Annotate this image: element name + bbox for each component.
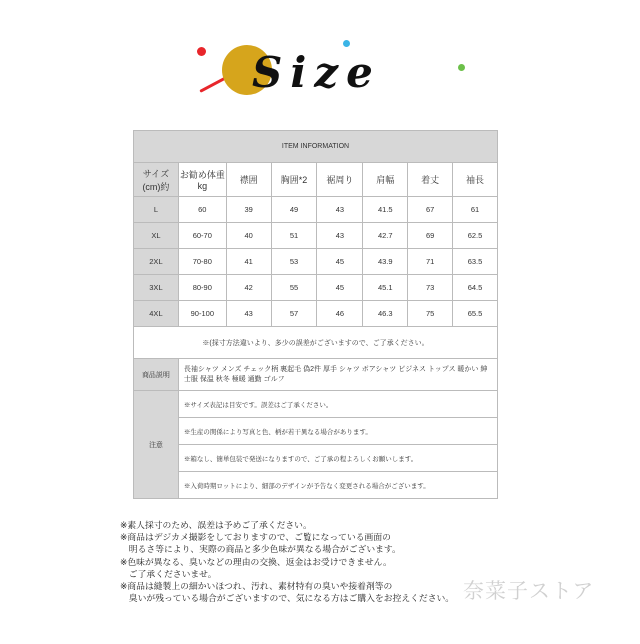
- bottom-notes: [120, 520, 460, 605]
- green-dot-icon: [458, 64, 465, 71]
- column-header: 襟囲: [226, 163, 271, 197]
- caution-item: ※生産の関係により写真と色、柄が若干異なる場合があります。: [178, 418, 497, 445]
- table-cell: 70-80: [178, 249, 226, 275]
- table-cell: 39: [226, 197, 271, 223]
- table-cell: 43: [317, 223, 363, 249]
- table-cell: 46: [317, 301, 363, 327]
- table-row: [134, 301, 498, 327]
- column-header: 胸囲*2: [271, 163, 317, 197]
- table-cell: 60: [178, 197, 226, 223]
- table-cell: 64.5: [453, 275, 498, 301]
- table-cell: 65.5: [453, 301, 498, 327]
- table-cell: 55: [271, 275, 317, 301]
- table-cell: 63.5: [453, 249, 498, 275]
- column-header: 着丈: [408, 163, 453, 197]
- table-cell: 62.5: [453, 223, 498, 249]
- red-dot-icon: [197, 47, 206, 56]
- note-line: ※色味が異なる、臭いなどの理由の交換、返金はお受けできません。: [120, 557, 392, 568]
- size-label: 2XL: [134, 249, 179, 275]
- caution-item: ※入荷時期ロットにより、細部のデザインが予告なく変更される場合がございます。: [178, 472, 497, 499]
- table-row: [134, 275, 498, 301]
- note-line: 明るさ等により、実際の商品と多少色味が異なる場合がございます。: [120, 545, 401, 556]
- column-header: 肩幅: [363, 163, 408, 197]
- table-cell: 41: [226, 249, 271, 275]
- size-label: 4XL: [134, 301, 179, 327]
- table-cell: 43: [317, 197, 363, 223]
- table-cell: 40: [226, 223, 271, 249]
- table-cell: 45: [317, 249, 363, 275]
- table-cell: 80-90: [178, 275, 226, 301]
- table-cell: 42.7: [363, 223, 408, 249]
- table-cell: 42: [226, 275, 271, 301]
- table-cell: 46.3: [363, 301, 408, 327]
- table-cell: 57: [271, 301, 317, 327]
- measurement-note: ※(採寸方法違いより、多少の誤差がございますので、ご了承ください。: [134, 327, 498, 359]
- table-section-title: ITEM INFORMATION: [134, 131, 498, 163]
- table-cell: 75: [408, 301, 453, 327]
- column-header: お勧め体重kg: [178, 163, 226, 197]
- table-cell: 90-100: [178, 301, 226, 327]
- table-cell: 45: [317, 275, 363, 301]
- table-cell: 60-70: [178, 223, 226, 249]
- table-cell: 45.1: [363, 275, 408, 301]
- note-line: ご了承くださいませ。: [120, 569, 217, 580]
- caution-item: ※箱なし、簡単包装で発送になりますので、ご了承の程よろしくお願いします。: [178, 445, 497, 472]
- table-cell: 43: [226, 301, 271, 327]
- table-cell: 43.9: [363, 249, 408, 275]
- note-line: ※素人採寸のため、誤差は予めご了承ください。: [120, 521, 312, 531]
- table-cell: 49: [271, 197, 317, 223]
- column-header: 裾周り: [317, 163, 363, 197]
- table-row: [134, 223, 498, 249]
- table-cell: 69: [408, 223, 453, 249]
- table-row: [134, 249, 498, 275]
- note-line: 臭いが残っている場合がございますので、気になる方はご購入をお控えください。: [120, 594, 455, 605]
- note-line: ※商品は縫製上の細かいほつれ、汚れ、素材特有の臭いや接着剤等の: [120, 582, 393, 593]
- caution-item: ※サイズ表記は目安です。誤差はご了承ください。: [178, 391, 497, 418]
- description-label: 商品説明: [134, 359, 179, 391]
- table-cell: 61: [453, 197, 498, 223]
- size-label: XL: [134, 223, 179, 249]
- blue-dot-icon: [343, 40, 350, 47]
- note-line: ※商品はデジカメ撮影をしておりますので、ご覧になっている画面の: [120, 533, 391, 544]
- column-header: 袖長: [453, 163, 498, 197]
- table-cell: 53: [271, 249, 317, 275]
- table-cell: 51: [271, 223, 317, 249]
- caution-label: 注意: [134, 391, 179, 499]
- column-header-row: [134, 163, 498, 197]
- table-cell: 71: [408, 249, 453, 275]
- table-row: [134, 197, 498, 223]
- table-cell: 41.5: [363, 197, 408, 223]
- size-table: [133, 130, 498, 499]
- size-label: 3XL: [134, 275, 179, 301]
- table-cell: 73: [408, 275, 453, 301]
- column-header: サイズ(cm)約: [134, 163, 179, 197]
- table-cell: 67: [408, 197, 453, 223]
- size-label: L: [134, 197, 179, 223]
- product-description: 長袖シャツ メンズ チェック柄 裏起毛 偽2件 厚手 シャツ ボアシャツ ビジネス トップス 暖かい 紳士服 保温 秋冬 極暖 通勤 ゴルフ: [178, 359, 497, 391]
- store-watermark: 奈菜子ストア: [463, 579, 595, 603]
- page-title: Size: [252, 48, 381, 97]
